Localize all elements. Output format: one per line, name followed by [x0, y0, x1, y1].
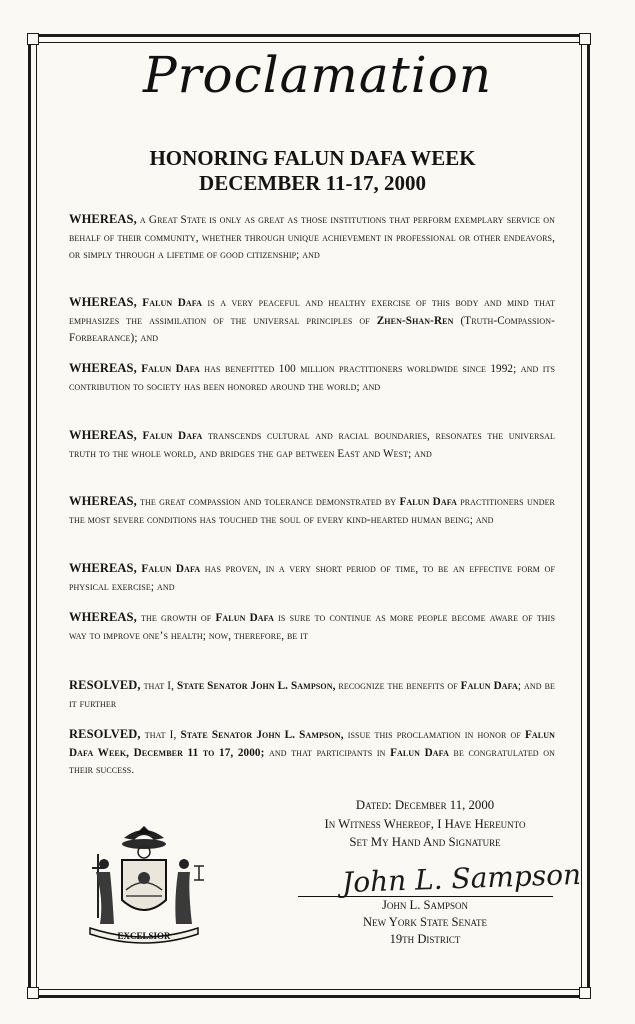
paragraph-text: Falun Dafa is a very peaceful and healthy exercise of this body and mind that emphasizes the assimilation of the universal principles of Zhen-Shan-Ren (Truth-Compassion-Forbearance); and: [69, 297, 556, 344]
whereas-paragraph-3: [69, 360, 555, 396]
proclamation-title: Proclamation: [142, 46, 493, 104]
paragraph-lead: WHEREAS,: [69, 295, 137, 309]
whereas-paragraph-2: [69, 294, 555, 348]
dated-line: Dated: December 11, 2000: [355, 798, 495, 812]
paragraph-text: the growth of Falun Dafa is sure to continue as more people become aware of this way to improve one’s health; now, therefore, be it: [69, 612, 555, 642]
paragraph-text: that I, State Senator John L. Sampson, recognize the benefits of Falun Dafa; and be it further: [69, 680, 555, 710]
paragraph-text: Falun Dafa has proven, in a very short period of time, to be an effective form of physical exercise; and: [69, 563, 555, 593]
whereas-paragraph-6: [69, 560, 555, 596]
paragraph-lead: WHEREAS,: [69, 561, 137, 575]
heading-line-2: DECEMBER 11-17, 2000: [199, 171, 426, 195]
resolved-paragraph-2: [69, 726, 555, 780]
paragraph-lead: WHEREAS,: [69, 428, 137, 442]
whereas-paragraph-5: [69, 493, 555, 529]
witness-line: In Witness Whereof, I Have Hereunto: [324, 817, 526, 831]
paragraph-lead: WHEREAS,: [69, 610, 137, 624]
heading-line-1: HONORING FALUN DAFA WEEK: [149, 146, 476, 170]
whereas-paragraph-7: [69, 609, 555, 645]
paragraph-lead: WHEREAS,: [69, 212, 137, 226]
corner-ornament: [579, 33, 591, 45]
signature-line-text: Set My Hand And Signature: [349, 835, 501, 849]
paragraph-lead: RESOLVED,: [69, 678, 141, 692]
corner-ornament: [579, 987, 591, 999]
corner-ornament: [27, 33, 39, 45]
signer-district: 19th District: [389, 932, 461, 946]
handwritten-signature: John L. Sampson: [341, 857, 582, 900]
paragraph-text: that I, State Senator John L. Sampson, issue this proclamation in honor of Falun Dafa Week, December 11 to 17, 2000; and that participants in Falun Dafa be congratulated on their success.: [69, 729, 555, 776]
whereas-paragraph-4: [69, 427, 555, 463]
paragraph-lead: WHEREAS,: [69, 494, 137, 508]
seal-motto: EXCELSIOR: [117, 931, 171, 941]
paragraph-text: a Great State is only as great as those institutions that perform exemplary service on behalf of their community, whether through unique achievement in professional or other endeavors, or simply through a lifetime of good citizenship; and: [69, 214, 555, 261]
paragraph-lead: RESOLVED,: [69, 727, 141, 741]
whereas-paragraph-1: [69, 211, 555, 265]
new-york-state-seal-icon: [74, 820, 214, 950]
paragraph-lead: WHEREAS,: [69, 361, 137, 375]
paragraph-text: Falun Dafa transcends cultural and racial boundaries, resonates the universal truth to the whole world, and bridges the gap between East and West; and: [69, 430, 555, 460]
paragraph-text: Falun Dafa has benefitted 100 million practitioners worldwide since 1992; and its contribution to society has been honored around the world; and: [69, 363, 555, 393]
signer-title: New York State Senate: [363, 915, 487, 929]
corner-ornament: [27, 987, 39, 999]
signer-name: John L. Sampson: [381, 898, 469, 912]
resolved-paragraph-1: [69, 677, 555, 713]
paragraph-text: the great compassion and tolerance demonstrated by Falun Dafa practitioners under the most severe conditions has touched the soul of every kind-hearted human being; and: [69, 496, 555, 526]
